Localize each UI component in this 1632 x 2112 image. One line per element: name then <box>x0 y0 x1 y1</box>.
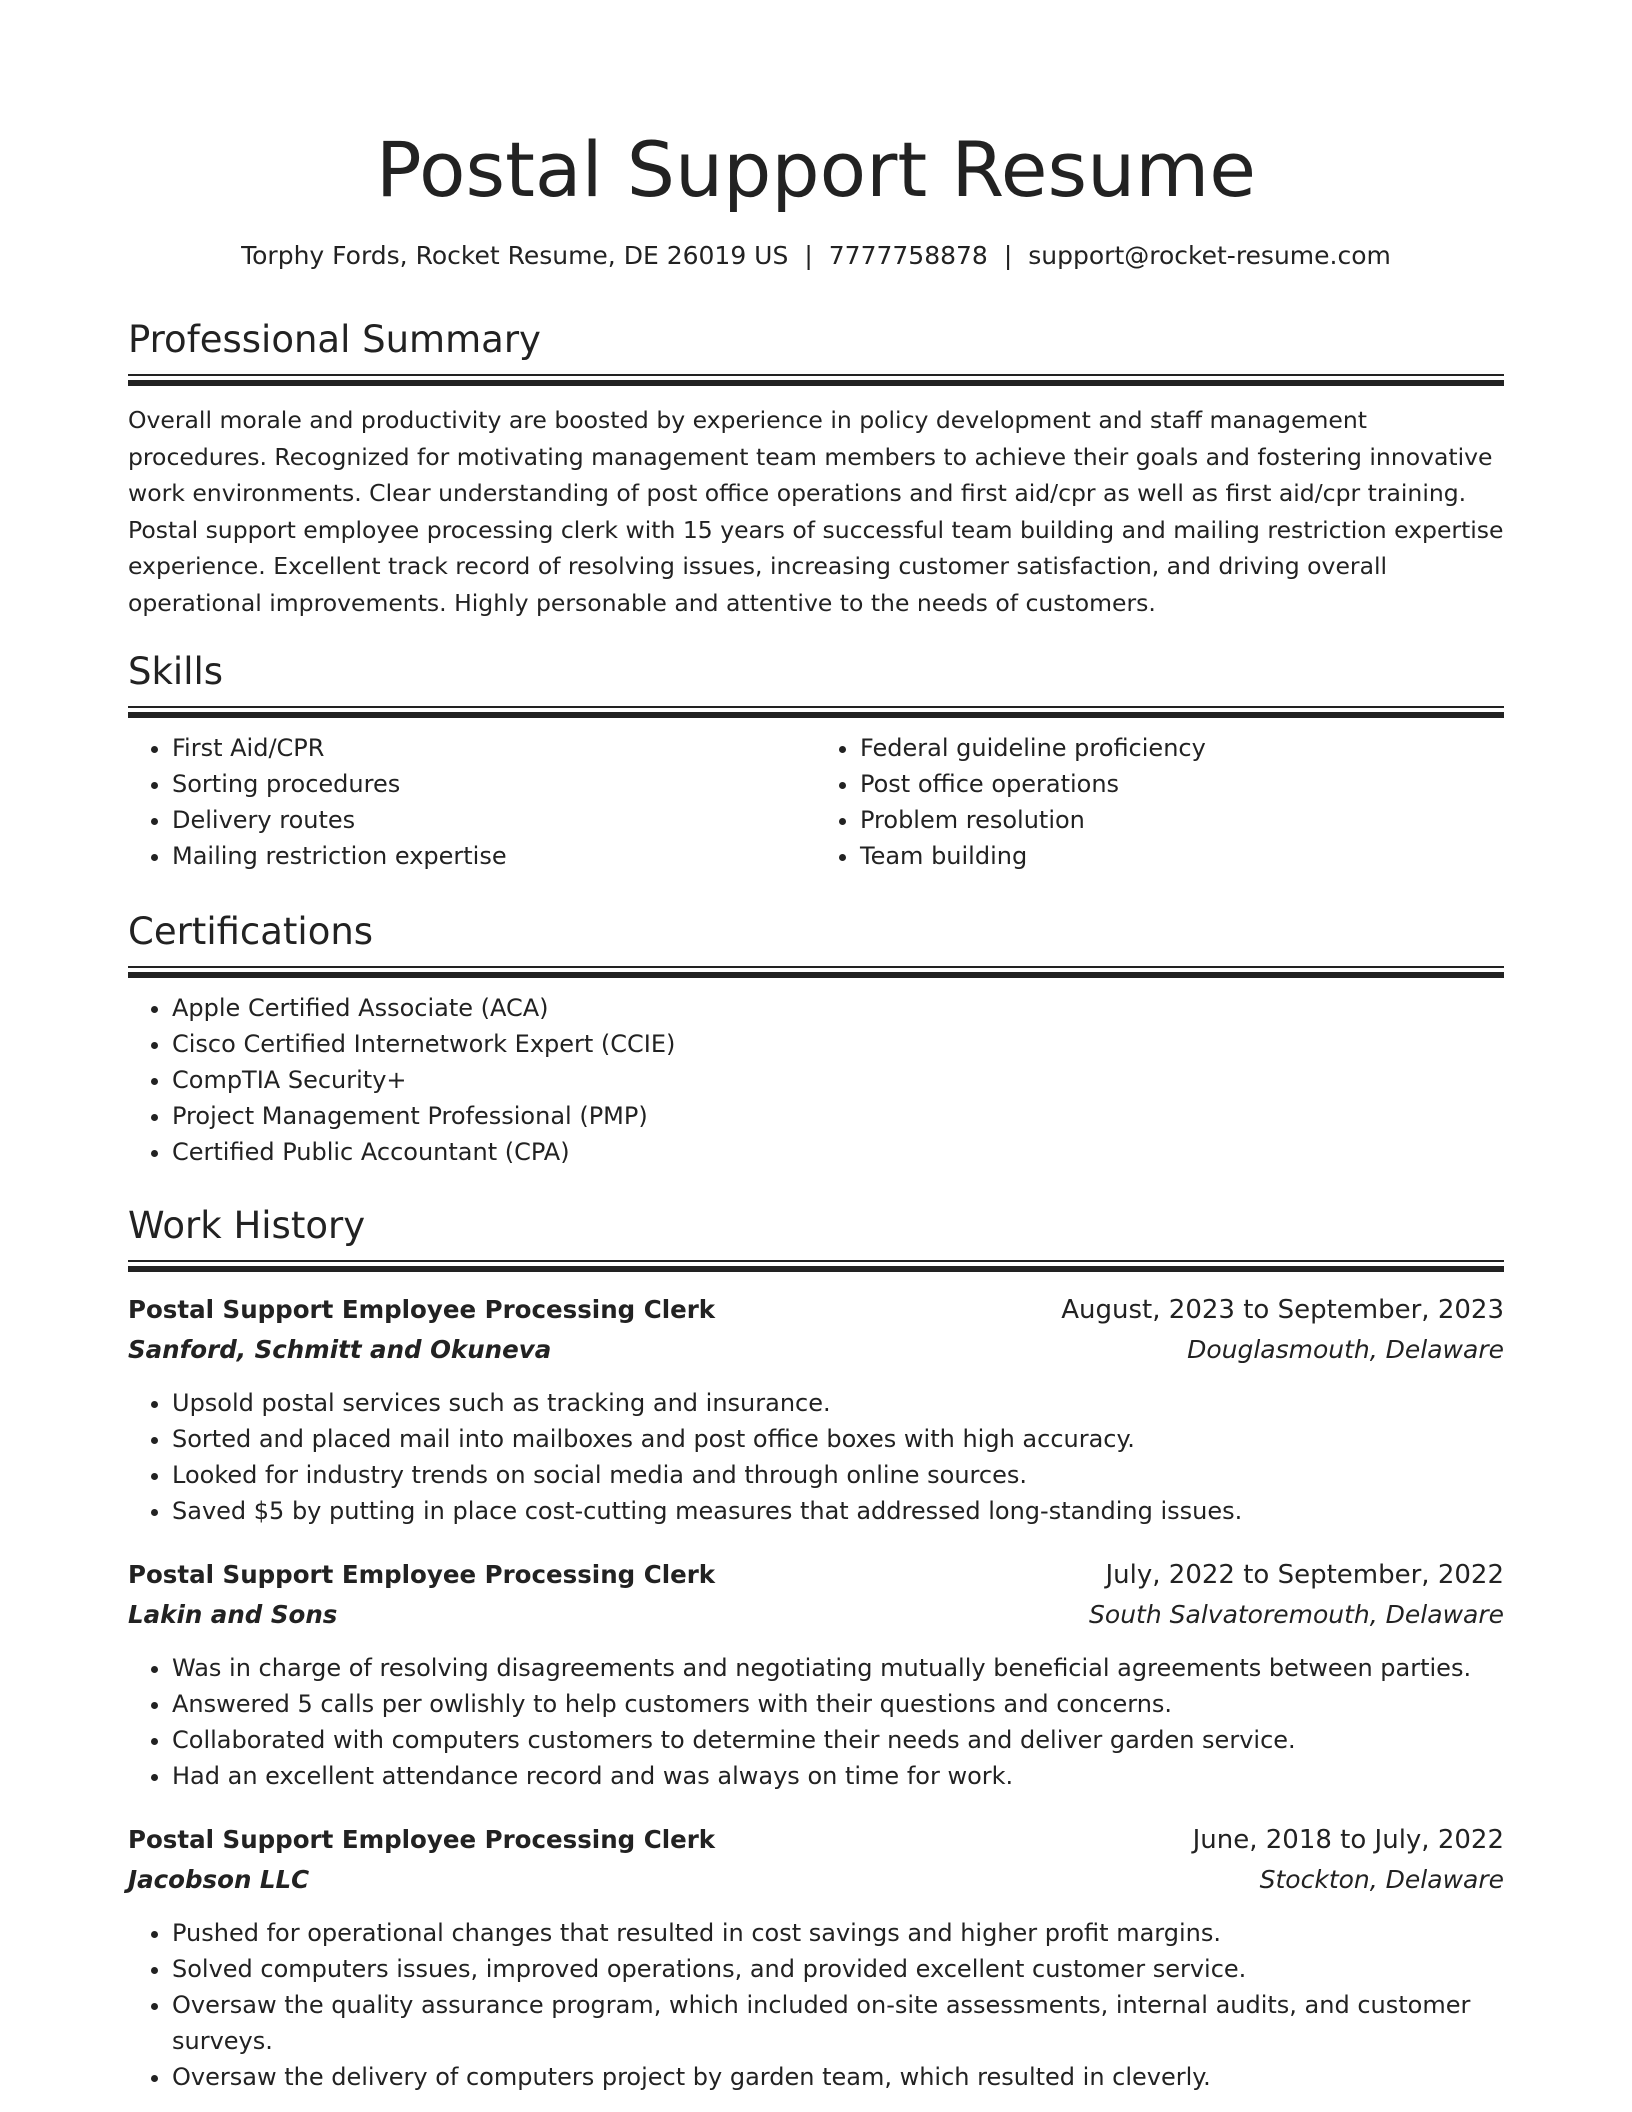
section-divider <box>128 374 1504 388</box>
job-location: Stockton, Delaware <box>1259 1865 1504 1894</box>
job-duty: • Oversaw the delivery of computers project by garden team, which resulted in cleverly. <box>172 2059 1504 2095</box>
job-duty: • Looked for industry trends on social media and through online sources. <box>172 1457 1504 1493</box>
section-divider <box>128 706 1504 720</box>
job-company: Sanford, Schmitt and Okuneva <box>128 1335 552 1364</box>
contact-separator: | <box>1003 241 1013 270</box>
job-duty: • Answered 5 calls per owlishly to help customers with their questions and concerns. <box>172 1686 1504 1722</box>
contact-address: Torphy Fords, Rocket Resume, DE 26019 US <box>241 241 789 270</box>
job-dates: July, 2022 to September, 2022 <box>1105 1560 1504 1590</box>
skills-heading: Skills <box>128 650 224 693</box>
contact-phone: 7777758878 <box>828 241 988 270</box>
job-company-row <box>128 1860 1504 1899</box>
job-entry <box>128 1555 1504 1794</box>
job-company: Jacobson LLC <box>128 1865 310 1894</box>
contact-line <box>128 238 1504 274</box>
certifications-list <box>128 990 1504 1170</box>
job-duties-list <box>128 1650 1504 1794</box>
summary-heading: Professional Summary <box>128 318 541 361</box>
job-entry <box>128 1820 1504 2095</box>
summary-section <box>128 316 1504 621</box>
work-history-heading: Work History <box>128 1204 366 1247</box>
work-history-section <box>128 1202 1504 2095</box>
skills-grid <box>128 720 1504 874</box>
job-location: South Salvatoremouth, Delaware <box>1089 1600 1504 1629</box>
skills-list-right <box>816 730 1504 874</box>
job-title: Postal Support Employee Processing Clerk <box>128 1560 716 1589</box>
job-duty: • Sorted and placed mail into mailboxes and post office boxes with high accuracy. <box>172 1421 1504 1457</box>
section-divider <box>128 1260 1504 1274</box>
job-header-row <box>128 1555 1504 1595</box>
job-header-row <box>128 1820 1504 1860</box>
job-dates: August, 2023 to September, 2023 <box>1061 1295 1504 1325</box>
certification-item: • Cisco Certified Internetwork Expert (CCIE) <box>172 1026 1504 1062</box>
job-header-row <box>128 1290 1504 1330</box>
job-company-row <box>128 1330 1504 1369</box>
contact-email: support@rocket-resume.com <box>1028 241 1391 270</box>
job-duty: • Upsold postal services such as tracking and insurance. <box>172 1385 1504 1421</box>
job-dates: June, 2018 to July, 2022 <box>1192 1825 1504 1855</box>
job-title: Postal Support Employee Processing Clerk <box>128 1825 716 1854</box>
skill-item: • First Aid/CPR <box>172 730 816 766</box>
skill-item: • Delivery routes <box>172 802 816 838</box>
skills-section <box>128 648 1504 874</box>
job-entry <box>128 1290 1504 1529</box>
job-duty: • Collaborated with computers customers to determine their needs and deliver garden service. <box>172 1722 1504 1758</box>
skills-list-left <box>128 730 816 874</box>
certification-item: • Project Management Professional (PMP) <box>172 1098 1504 1134</box>
job-title: Postal Support Employee Processing Clerk <box>128 1295 716 1324</box>
job-company-row <box>128 1595 1504 1634</box>
job-duty: • Oversaw the quality assurance program, which included on-site assessments, internal audits, and customer surveys. <box>172 1987 1504 2059</box>
job-duty: • Had an excellent attendance record and was always on time for work. <box>172 1758 1504 1794</box>
skill-item: • Mailing restriction expertise <box>172 838 816 874</box>
job-duty: • Pushed for operational changes that resulted in cost savings and higher profit margins. <box>172 1915 1504 1951</box>
skill-item: • Federal guideline proficiency <box>860 730 1504 766</box>
skill-item: • Post office operations <box>860 766 1504 802</box>
skill-item: • Problem resolution <box>860 802 1504 838</box>
job-duty: • Was in charge of resolving disagreements and negotiating mutually beneficial agreements between parties. <box>172 1650 1504 1686</box>
skill-item: • Sorting procedures <box>172 766 816 802</box>
job-duty: • Solved computers issues, improved operations, and provided excellent customer service. <box>172 1951 1504 1987</box>
job-location: Douglasmouth, Delaware <box>1187 1335 1504 1364</box>
skill-item: • Team building <box>860 838 1504 874</box>
job-duties-list <box>128 1385 1504 1529</box>
job-duty: • Saved $5 by putting in place cost-cutting measures that addressed long-standing issues. <box>172 1493 1504 1529</box>
certification-item: • CompTIA Security+ <box>172 1062 1504 1098</box>
certifications-section <box>128 908 1504 1170</box>
summary-text: Overall morale and productivity are boosted by experience in policy development and staff management procedures. Recognized for motivating management team members to achieve their goals and fostering innovative work environments. Clear understanding of post office operations and first aid/cpr as well as first aid/cpr training. Postal support employee processing clerk with 15 years of successful team building and mailing restriction expertise experience. Excellent track record of resolving issues, increasing customer satisfaction, and driving overall operational improvements. Highly personable and attentive to the needs of customers. <box>128 406 1504 617</box>
job-company: Lakin and Sons <box>128 1600 338 1629</box>
certification-item: • Apple Certified Associate (ACA) <box>172 990 1504 1026</box>
certification-item: • Certified Public Accountant (CPA) <box>172 1134 1504 1170</box>
job-duties-list <box>128 1915 1504 2095</box>
contact-separator: | <box>804 241 813 270</box>
resume-title: Postal Support Resume <box>375 125 1257 214</box>
section-divider <box>128 966 1504 980</box>
certifications-heading: Certifications <box>128 910 374 953</box>
